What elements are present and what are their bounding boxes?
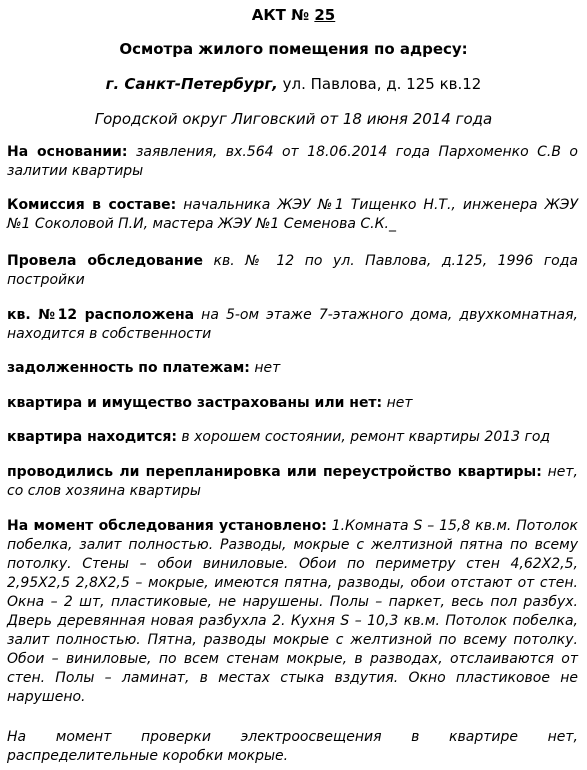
section-insurance-text: нет: [382, 395, 413, 411]
section-debt-text: нет: [249, 360, 281, 376]
section-electrical: На момент проверки электроосвещения в квартире нет, распределительные коробки мокрые.: [7, 729, 578, 764]
section-condition-label: квартира находится:: [7, 429, 177, 445]
section-commission: [7, 196, 578, 234]
section-replanning: [7, 463, 578, 501]
act-district-date: Городской округ Лиговский от 18 июня 2014 года: [94, 110, 493, 128]
section-inspection-label: Провела обследование: [7, 253, 204, 269]
address-street: ул. Павлова, д. 125 кв.12: [277, 75, 482, 93]
act-number: 25: [314, 6, 336, 24]
section-basis-label: На основании:: [7, 144, 128, 160]
act-subtitle: Осмотра жилого помещения по адресу:: [119, 40, 468, 58]
act-title: [0, 6, 587, 24]
act-address: [0, 75, 587, 93]
section-location: [7, 306, 578, 344]
section-condition-text: в хорошем состоянии, ремонт квартиры 2013 год: [176, 429, 551, 445]
section-location-text: на 5-ом этаже 7-этажного дома, двухкомнатная, находится в собственности: [7, 307, 578, 342]
section-findings-label: На момент обследования установлено:: [7, 518, 327, 534]
section-replanning-text: нет, со слов хозяина квартиры: [7, 464, 578, 499]
section-debt-label: задолженность по платежам:: [7, 360, 250, 376]
section-basis: [7, 143, 578, 181]
section-replanning-label: проводились ли перепланировка или переустройство квартиры:: [7, 464, 542, 480]
section-inspection: [7, 252, 578, 290]
section-commission-text: начальника ЖЭУ №1 Тищенко Н.Т., инженера ЖЭУ №1 Соколовой П.И, мастера ЖЭУ №1 Семенова С.К._: [7, 197, 578, 232]
section-findings-text: 1.Комната S – 15,8 кв.м. Потолок побелка, залит полностью. Разводы, мокрые с желтизной пятна по всему потолку. Стены – обои виниловые. Обои по периметру стен 4,62Х2,5, 2,95Х2,5 2,8Х2,5 – мокрые, имеются пятна, разводы, обои отстают от стен. Окна – 2 шт, пластиковые, не нарушены. Полы – паркет, весь пол разбух. Дверь деревянная новая разбухла 2. Кухня S – 10,3 кв.м. Потолок побелка, залит полностью. Пятна, разводы мокрые с желтизной по всему потолку. Обои – виниловые, по всем стенам мокрые, в разводах, отслаиваются от стен. Полы – ламинат, в местах стыка вздутия. Окно пластиковое не нарушено.: [7, 518, 578, 705]
section-condition: [7, 428, 578, 447]
section-findings: [7, 517, 578, 707]
section-insurance: [7, 394, 578, 413]
section-commission-label: Комиссия в составе:: [7, 197, 177, 213]
section-location-label: кв. №12 расположена: [7, 307, 195, 323]
section-basis-text: заявления, вх.564 от 18.06.2014 года Пархоменко С.В о залитии квартиры: [7, 144, 578, 179]
act-title-prefix: АКТ №: [251, 6, 315, 24]
section-inspection-text: кв. № 12 по ул. Павлова, д.125, 1996 года постройки: [7, 253, 579, 288]
section-debt: [7, 359, 578, 378]
section-insurance-label: квартира и имущество застрахованы или нет:: [7, 395, 383, 411]
address-city: г. Санкт-Петербург,: [105, 75, 278, 93]
